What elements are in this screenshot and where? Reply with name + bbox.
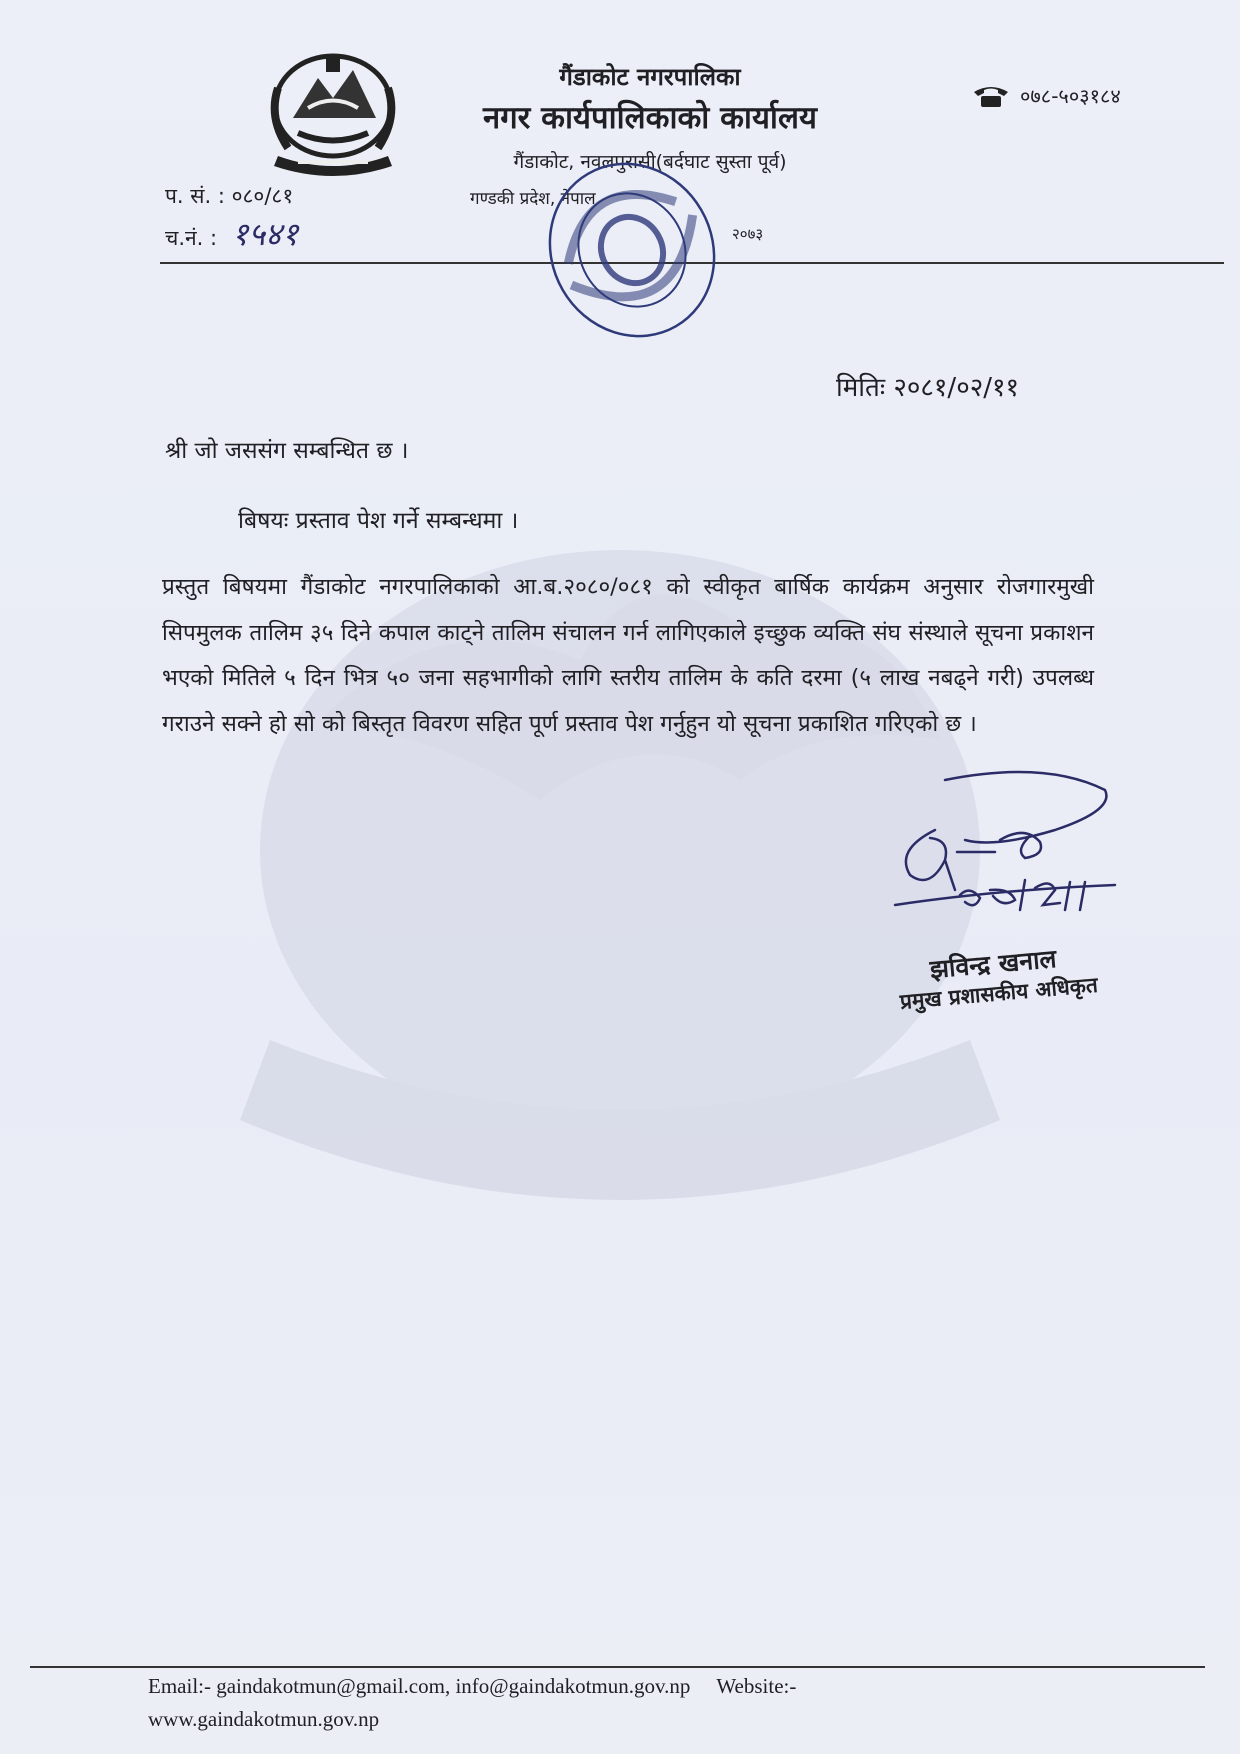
handwritten-signature xyxy=(875,770,1135,950)
letter-date: मितिः २०८१/०२/११ xyxy=(836,373,1020,403)
subject-line: बिषयः प्रस्ताव पेश गर्ने सम्बन्धमा । xyxy=(238,508,519,534)
chalani-value: १५४१ xyxy=(231,215,299,253)
telephone-icon xyxy=(972,84,1010,108)
signatory-name: झविन्द्र खनाल xyxy=(928,944,1058,984)
signatory-title: प्रमुख प्रशासकीय अधिकृत xyxy=(898,972,1099,1014)
footer-website-link[interactable]: www.gaindakotmun.gov.np xyxy=(148,1707,380,1731)
patra-sankhya xyxy=(165,182,293,210)
office-region: गण्डकी प्रदेश, नेपाल xyxy=(470,189,596,209)
established-year: २०७३ xyxy=(732,225,764,243)
chalani-number xyxy=(165,212,298,255)
nepal-emblem-logo xyxy=(258,48,408,176)
salutation: श्री जो जससंग सम्बन्धित छ । xyxy=(165,438,409,464)
patra-label: प. सं. : xyxy=(165,184,225,208)
letter-body: प्रस्तुत बिषयमा गैंडाकोट नगरपालिकाको आ.ब.२०८०/०८१ को स्वीकृत बार्षिक कार्यक्रम अनुसार रोजगारमुखी सिपमुलक तालिम ३५ दिने कपाल काट्ने तालिम संचालन गर्न लागिएकाले इच्छुक व्यक्ति संघ संस्थाले सूचना प्रकाशन भएको मितिले ५ दिन भित्र ५० जना सहभागीको लागि स्तरीय तालिम के कति दरमा (५ लाख नबढ्ने गरी) उपलब्ध गराउने सक्ने हो सो को बिस्तृत विवरण सहित पूर्ण प्रस्ताव पेश गर्नुहुन यो सूचना प्रकाशित गरिएको छ । xyxy=(162,574,1094,737)
phone-number xyxy=(972,82,1121,109)
chalani-label: च.नं. : xyxy=(165,226,218,250)
footer-email: Email:- gaindakotmun@gmail.com, info@gaindakotmun.gov.np xyxy=(148,1674,691,1698)
footer-contact xyxy=(148,1670,1148,1736)
office-name: नगर कार्यपालिकाको कार्यालय xyxy=(483,100,817,136)
municipality-name: गैंडाकोट नगरपालिका xyxy=(559,63,741,91)
patra-value: ०८०/८१ xyxy=(231,184,294,208)
office-address: गैंडाकोट, नवलपुरासी(बर्दघाट सुस्ता पूर्व) xyxy=(513,151,787,173)
footer-website-label: Website:- xyxy=(716,1674,797,1698)
footer-divider xyxy=(30,1666,1205,1668)
phone-value: ०७८-५०३१८४ xyxy=(1020,84,1121,108)
office-seal-stamp xyxy=(540,150,725,350)
